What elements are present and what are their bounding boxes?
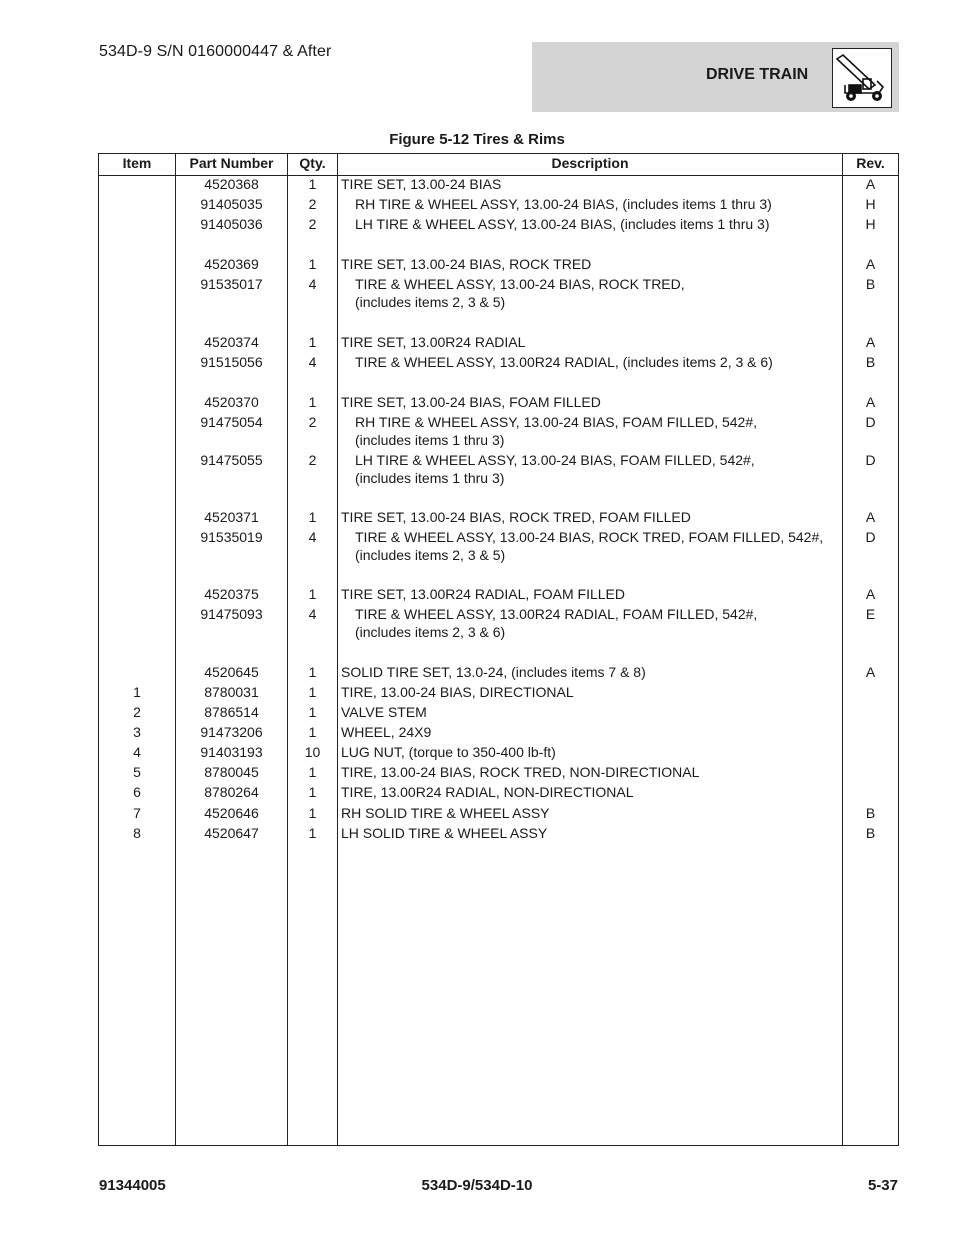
description-cell: LH TIRE & WHEEL ASSY, 13.00-24 BIAS, (includes items 1 thru 3)	[355, 216, 770, 232]
revision-cell: E	[865, 606, 876, 622]
revision-cell: A	[865, 394, 876, 410]
section-title: DRIVE TRAIN	[706, 66, 809, 83]
drive-train-icon	[832, 48, 892, 108]
qty-cell: 1	[308, 256, 317, 272]
qty-cell: 1	[308, 684, 317, 700]
part-number-cell: 4520371	[204, 509, 259, 525]
description-cell: TIRE SET, 13.00-24 BIAS, ROCK TRED	[341, 256, 592, 272]
description-cell: VALVE STEM	[341, 704, 427, 720]
part-number-cell: 4520647	[204, 825, 259, 841]
description-cell: (includes items 1 thru 3)	[355, 470, 505, 486]
description-cell: RH TIRE & WHEEL ASSY, 13.00-24 BIAS, (includes items 1 thru 3)	[355, 196, 772, 212]
revision-cell: A	[865, 586, 876, 602]
part-number-cell: 91475054	[200, 414, 263, 430]
part-number-cell: 91515056	[200, 354, 263, 370]
item-number-cell: 7	[133, 805, 141, 821]
qty-cell: 1	[308, 664, 317, 680]
part-number-cell: 91475093	[200, 606, 263, 622]
qty-cell: 1	[308, 176, 317, 192]
description-cell: (includes items 2, 3 & 6)	[355, 624, 506, 640]
item-number-cell: 2	[133, 704, 141, 720]
description-cell: TIRE SET, 13.00-24 BIAS, ROCK TRED, FOAM FILLED	[341, 509, 691, 525]
qty-cell: 2	[308, 452, 317, 468]
qty-cell: 2	[308, 216, 317, 232]
qty-cell: 1	[308, 704, 317, 720]
description-cell: SOLID TIRE SET, 13.0-24, (includes items 7 & 8)	[341, 664, 646, 680]
description-cell: (includes items 1 thru 3)	[355, 432, 505, 448]
description-cell: TIRE, 13.00R24 RADIAL, NON-DIRECTIONAL	[341, 784, 634, 800]
qty-cell: 4	[308, 354, 317, 370]
qty-cell: 1	[308, 724, 317, 740]
part-number-cell: 91405035	[200, 196, 263, 212]
revision-cell: D	[865, 452, 876, 468]
description-cell: RH TIRE & WHEEL ASSY, 13.00-24 BIAS, FOAM FILLED, 542#,	[355, 414, 758, 430]
description-cell: TIRE SET, 13.00-24 BIAS, FOAM FILLED	[341, 394, 601, 410]
part-number-cell: 91535017	[200, 276, 263, 292]
footer-doc-number: 91344005	[99, 1177, 166, 1194]
item-number-cell: 8	[133, 825, 141, 841]
qty-cell: 2	[308, 196, 317, 212]
description-cell: WHEEL, 24X9	[341, 724, 432, 740]
part-number-cell: 91475055	[200, 452, 263, 468]
qty-cell: 4	[308, 276, 317, 292]
part-number-cell: 4520374	[204, 334, 259, 350]
revision-cell: H	[865, 216, 876, 232]
description-cell: TIRE SET, 13.00R24 RADIAL, FOAM FILLED	[341, 586, 625, 602]
qty-cell: 1	[308, 805, 317, 821]
footer-model: 534D-9/534D-10	[421, 1177, 533, 1194]
description-cell: TIRE & WHEEL ASSY, 13.00-24 BIAS, ROCK TRED, FOAM FILLED, 542#,	[355, 529, 824, 545]
column-header-description: Description	[551, 155, 629, 171]
revision-cell: A	[865, 509, 876, 525]
revision-cell: A	[865, 176, 876, 192]
column-header-part-number: Part Number	[189, 155, 274, 171]
part-number-cell: 4520368	[204, 176, 259, 192]
revision-cell: D	[865, 529, 876, 545]
revision-cell: B	[865, 354, 876, 370]
column-header-item: Item	[122, 155, 152, 171]
column-header-qty: Qty.	[299, 155, 326, 171]
figure-title: Figure 5-12 Tires & Rims	[389, 131, 565, 148]
qty-cell: 4	[308, 606, 317, 622]
item-number-cell: 4	[133, 744, 141, 760]
qty-cell: 1	[308, 586, 317, 602]
revision-cell: B	[865, 805, 876, 821]
qty-cell: 4	[308, 529, 317, 545]
part-number-cell: 8780045	[204, 764, 259, 780]
revision-cell: A	[865, 664, 876, 680]
part-number-cell: 8780264	[204, 784, 259, 800]
column-header-rev: Rev.	[856, 155, 885, 171]
revision-cell: B	[865, 825, 876, 841]
description-cell: LH TIRE & WHEEL ASSY, 13.00-24 BIAS, FOAM FILLED, 542#,	[355, 452, 755, 468]
description-cell: TIRE & WHEEL ASSY, 13.00R24 RADIAL, (includes items 2, 3 & 6)	[355, 354, 773, 370]
part-number-cell: 4520370	[204, 394, 259, 410]
revision-cell: A	[865, 334, 876, 350]
description-cell: TIRE, 13.00-24 BIAS, DIRECTIONAL	[341, 684, 574, 700]
qty-cell: 10	[304, 744, 321, 760]
description-cell: (includes items 2, 3 & 5)	[355, 547, 506, 563]
part-number-cell: 4520646	[204, 805, 259, 821]
part-number-cell: 4520369	[204, 256, 259, 272]
part-number-cell: 91403193	[200, 744, 263, 760]
item-number-cell: 5	[133, 764, 141, 780]
model-serial-heading: 534D-9 S/N 0160000447 & After	[99, 43, 332, 60]
qty-cell: 1	[308, 394, 317, 410]
description-cell: TIRE SET, 13.00-24 BIAS	[341, 176, 502, 192]
column-divider	[175, 153, 176, 1146]
part-number-cell: 8780031	[204, 684, 259, 700]
revision-cell: H	[865, 196, 876, 212]
description-cell: RH SOLID TIRE & WHEEL ASSY	[341, 805, 550, 821]
item-number-cell: 6	[133, 784, 141, 800]
qty-cell: 2	[308, 414, 317, 430]
description-cell: LUG NUT, (torque to 350-400 lb-ft)	[341, 744, 556, 760]
qty-cell: 1	[308, 509, 317, 525]
qty-cell: 1	[308, 784, 317, 800]
description-cell: TIRE & WHEEL ASSY, 13.00-24 BIAS, ROCK TRED,	[355, 276, 685, 292]
description-cell: (includes items 2, 3 & 5)	[355, 294, 506, 310]
description-cell: TIRE, 13.00-24 BIAS, ROCK TRED, NON-DIRECTIONAL	[341, 764, 700, 780]
revision-cell: B	[865, 276, 876, 292]
description-cell: TIRE & WHEEL ASSY, 13.00R24 RADIAL, FOAM FILLED, 542#,	[355, 606, 758, 622]
qty-cell: 1	[308, 764, 317, 780]
part-number-cell: 91405036	[200, 216, 263, 232]
section-header-box	[532, 42, 899, 112]
part-number-cell: 4520645	[204, 664, 259, 680]
revision-cell: A	[865, 256, 876, 272]
description-cell: LH SOLID TIRE & WHEEL ASSY	[341, 825, 548, 841]
qty-cell: 1	[308, 825, 317, 841]
part-number-cell: 91473206	[200, 724, 263, 740]
description-cell: TIRE SET, 13.00R24 RADIAL	[341, 334, 526, 350]
column-divider	[287, 153, 288, 1146]
part-number-cell: 8786514	[204, 704, 259, 720]
qty-cell: 1	[308, 334, 317, 350]
item-number-cell: 1	[133, 684, 141, 700]
revision-cell: D	[865, 414, 876, 430]
footer-page-number: 5-37	[867, 1177, 898, 1194]
item-number-cell: 3	[133, 724, 141, 740]
column-divider	[337, 153, 338, 1146]
part-number-cell: 4520375	[204, 586, 259, 602]
part-number-cell: 91535019	[200, 529, 263, 545]
